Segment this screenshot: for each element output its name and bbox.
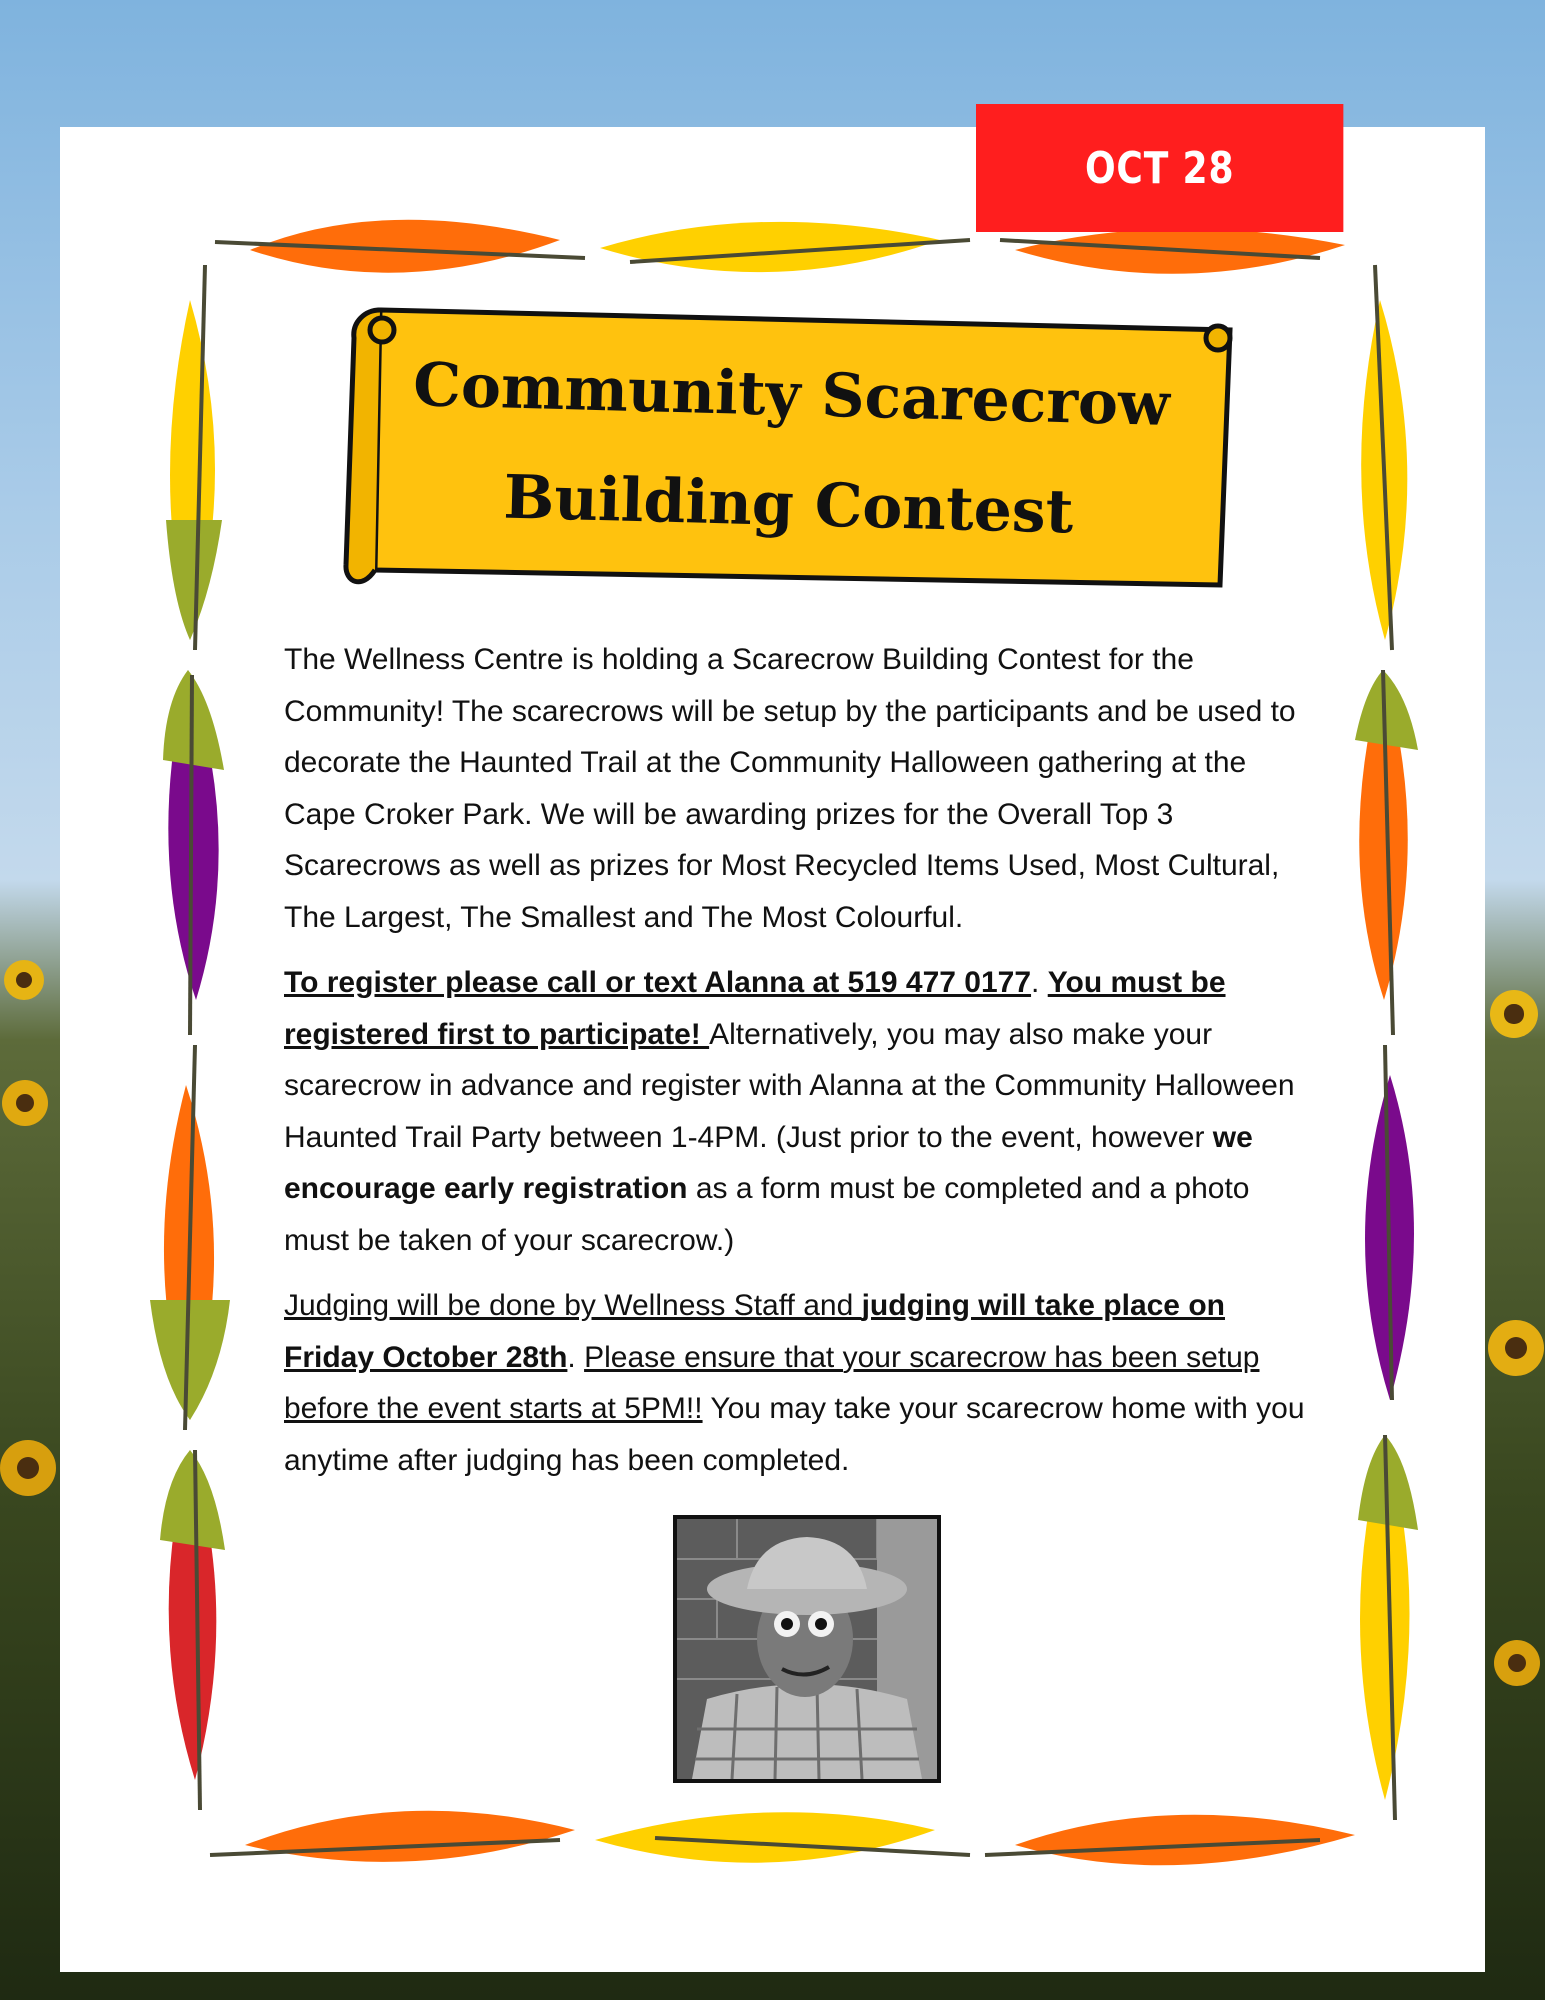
title-line-1: Community Scarecrow	[412, 350, 1171, 440]
title-banner	[340, 300, 1240, 600]
sunflower	[1490, 990, 1538, 1038]
title-line-2: Building Contest	[502, 462, 1075, 548]
judging-by-text: Judging will be done by Wellness Staff and	[284, 1289, 862, 1322]
page-title	[337, 328, 1242, 571]
must-register-text: You must be registered first to participate!	[284, 966, 1226, 1051]
sunflower	[1488, 1320, 1544, 1376]
register-phone-text: To register please call or text Alanna at 519 477 0177	[284, 966, 1032, 999]
sunflower	[1494, 1640, 1540, 1686]
sunflower	[0, 1440, 56, 1496]
judging-paragraph	[284, 1280, 1314, 1486]
flyer-body	[284, 634, 1314, 1500]
text-fragment: .	[1031, 966, 1048, 999]
intro-paragraph: The Wellness Centre is holding a Scarecrow Building Contest for the Community! The scarecrows will be setup by the participants and be used to decorate the Haunted Trail at the Community Halloween gathering at the Cape Croker Park. We will be awarding prizes for the Overall Top 3 Scarecrows as well as prizes for Most Recycled Items Used, Most Cultural, The Largest, The Smallest and The Most Colourful.	[284, 643, 1296, 934]
sunflower	[4, 960, 44, 1000]
judging-date-text: judging will take place on Friday October 28th	[284, 1289, 1225, 1374]
setup-deadline-text: Please ensure that your scarecrow has been setup before the event starts at 5PM!!	[284, 1340, 1260, 1425]
text-fragment: as a form must be completed and a photo must be taken of your scarecrow.)	[284, 1172, 1250, 1257]
text-fragment: You may take your scarecrow home with you anytime after judging has been completed.	[284, 1392, 1305, 1477]
registration-paragraph	[284, 957, 1314, 1266]
date-badge-text: OCT 28	[1084, 142, 1235, 194]
sunflower	[2, 1080, 48, 1126]
text-fragment: Alternatively, you may also make your scarecrow in advance and register with Alanna at the Community Halloween Haunted Trail Party between 1-4PM. (Just prior to the event, however	[284, 1017, 1295, 1154]
date-badge	[976, 104, 1343, 232]
text-fragment: .	[567, 1340, 585, 1374]
scarecrow-image-icon	[677, 1519, 937, 1779]
scarecrow-photo	[673, 1515, 941, 1783]
early-registration-text: we encourage early registration	[284, 1120, 1253, 1205]
